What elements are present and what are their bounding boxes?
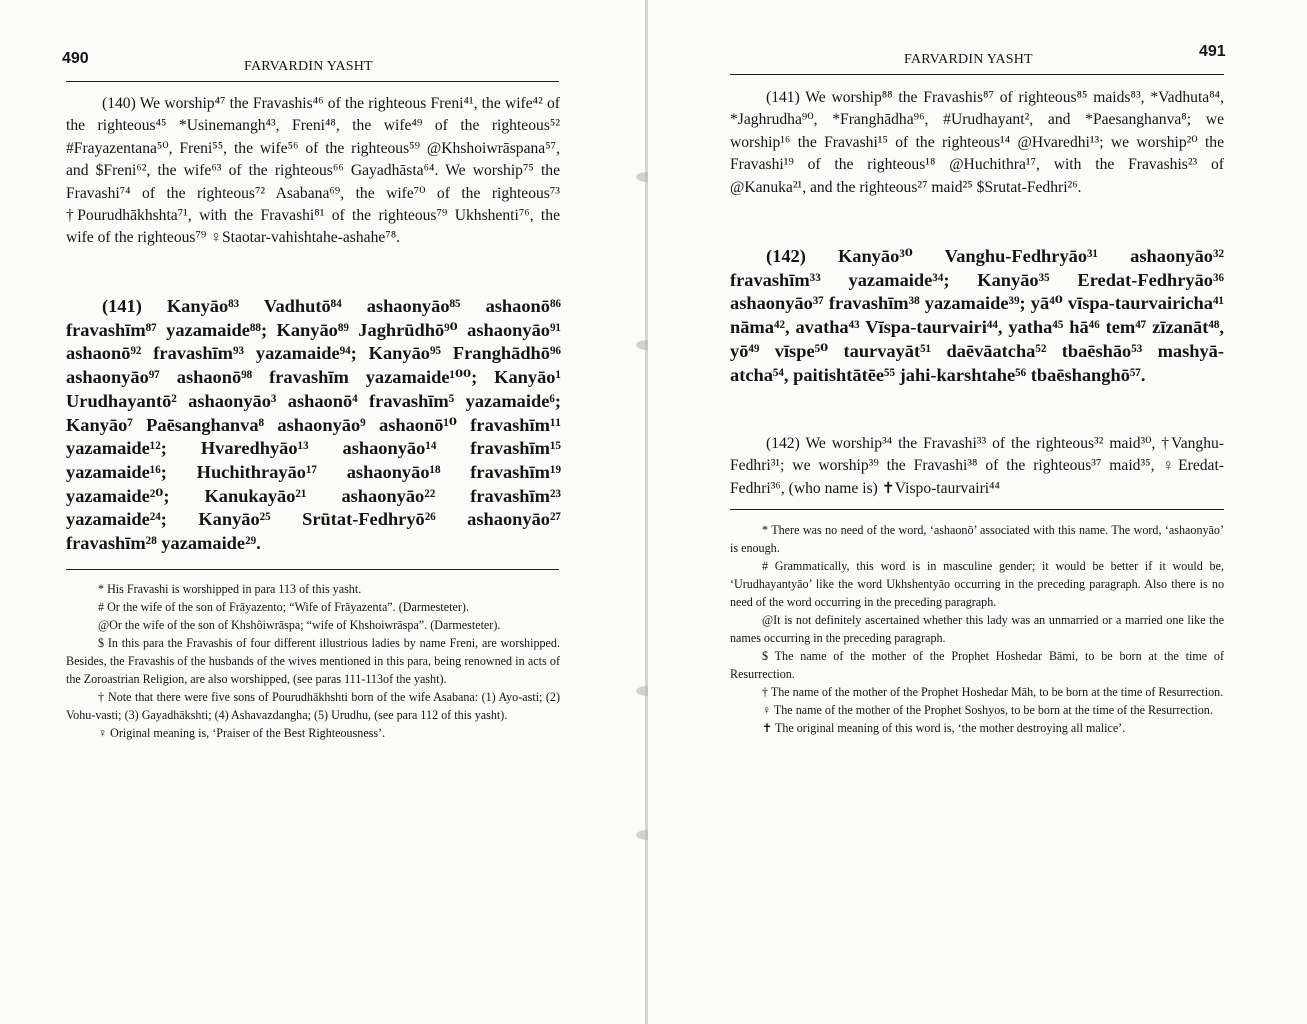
- running-head: FARVARDIN YASHT: [244, 59, 373, 74]
- footnote-rule: [730, 509, 1224, 510]
- footnote: ♀ Original meaning is, ‘Praiser of the Best Righteousness’.: [98, 726, 386, 740]
- footnote: † Note that there were five sons of Pourudhākhshti born of the wife Asabana: (1) Ayo-asti; (2) Vohu-vasti; (3) Gayadhākshti; (4) Ashavazdangha; (5) Urudhu, (see para 112 of this yasht).: [66, 690, 560, 722]
- footnote: @Or the wife of the son of Khshôiwrāspa; “wife of Khshoiwrāspa”. (Darmesteter).: [98, 618, 501, 632]
- footnote: $ In this para the Fravashis of four different illustrious ladies by name Freni, are worshipped. Besides, the Fravashis of the husbands of the wives mentioned in this para, being renowned in acts of the Zoroastrian Religion, are also worshipped, (see paras 111-113of the yasht).: [66, 636, 560, 686]
- paragraph-141-avestan: (141) Kanyāo⁸³ Vadhutō⁸⁴ ashaonyāo⁸⁵ ashaonō⁸⁶ fravashīm⁸⁷ yazamaide⁸⁸; Kanyāo⁸⁹ Jaghrūdhō⁹⁰ ashaonyāo⁹¹ ashaonō⁹² fravashīm⁹³ yazamaide⁹⁴; Kanyāo⁹⁵ Franghādhō⁹⁶ ashaonyāo⁹⁷ ashaonō⁹⁸ fravashīm yazamaide¹⁰⁰; Kanyāo¹ Urudhayantō² ashaonyāo³ ashaonō⁴ fravashīm⁵ yazamaide⁶; Kanyāo⁷ Paēsanghanva⁸ ashaonyāo⁹ ashaonō¹⁰ fravashīm¹¹ yazamaide¹²; Hvaredhyāo¹³ ashaonyāo¹⁴ fravashīm¹⁵ yazamaide¹⁶; Huchithrayāo¹⁷ ashaonyāo¹⁸ fravashīm¹⁹ yazamaide²⁰; Kanukayāo²¹ ashaonyāo²² fravashīm²³ yazamaide²⁴; Kanyāo²⁵ Srūtat-Fedhryō²⁶ ashaonyāo²⁷ fravashīm²⁸ yazamaide²⁹.: [66, 296, 561, 554]
- footnote: * His Fravashi is worshipped in para 113 of this yasht.: [98, 582, 362, 596]
- footnote: ♀ The name of the mother of the Prophet Soshyos, to be born at the time of the Resurrection.: [762, 703, 1213, 717]
- header-rule: [66, 81, 559, 82]
- header-rule: [730, 74, 1224, 75]
- paragraph-142-avestan: (142) Kanyāo³⁰ Vanghu-Fedhryāo³¹ ashaonyāo³² fravashīm³³ yazamaide³⁴; Kanyāo³⁵ Eredat-Fedhryāo³⁶ ashaonyāo³⁷ fravashīm³⁸ yazamaide³⁹; yā⁴⁰ vīspa-taurvairicha⁴¹ nāma⁴², avatha⁴³ Vīspa-taurvairi⁴⁴, yatha⁴⁵ hā⁴⁶ tem⁴⁷ zīzanāt⁴⁸, yō⁴⁹ vīspe⁵⁰ taurvayāt⁵¹ daēvāatcha⁵² tbaēshāo⁵³ mashyā-atcha⁵⁴, paitishtātēe⁵⁵ jahi-karshtahe⁵⁶ tbaēshanghō⁵⁷.: [730, 246, 1224, 385]
- running-head: FARVARDIN YASHT: [904, 52, 1033, 67]
- footnote-rule: [66, 569, 559, 570]
- footnote: $ The name of the mother of the Prophet Hoshedar Bāmi, to be born at the time of Resurrection.: [730, 649, 1224, 681]
- footnotes: [66, 580, 560, 742]
- footnote: @It is not definitely ascertained whether this lady was an unmarried or a married one like the names occurring in the preceding paragraph.: [730, 613, 1224, 645]
- left-page: [0, 0, 645, 1024]
- page-number: 491: [1199, 43, 1226, 60]
- footnote: # Grammatically, this word is in masculine gender; it would be better if it would be, ‘Urudhayantyāo’ like the word Ukhshentyāo occurring in the preceding paragraph. Also there is no need of the word occurring in the preceding paragraph.: [730, 559, 1224, 609]
- right-page: [648, 0, 1307, 1024]
- footnote: # Or the wife of the son of Frāyazento; “Wife of Frāyazenta”. (Darmesteter).: [98, 600, 469, 614]
- paragraph-141-translation: (141) We worship⁸⁸ the Fravashis⁸⁷ of righteous⁸⁵ maids⁸³, *Vadhuta⁸⁴, *Jaghrudha⁹⁰, *Franghādha⁹⁶, #Urudhayant², and *Paesanghanva⁸; we worship¹⁶ the Fravashi¹⁵ of the righteous¹⁴ @Hvaredhi¹³; we worship²⁰ the Fravashi¹⁹ of the righteous¹⁸ @Huchithra¹⁷, with the Fravashis²³ of @Kanuka²¹, and the righteous²⁷ maid²⁵ $Srutat-Fedhri²⁶.: [730, 89, 1224, 196]
- footnote: ✝ The original meaning of this word is, ‘the mother destroying all malice’.: [762, 721, 1126, 735]
- footnotes: [730, 521, 1224, 737]
- page-number: 490: [62, 50, 89, 67]
- paragraph-140-translation: (140) We worship⁴⁷ the Fravashis⁴⁶ of the righteous Freni⁴¹, the wife⁴² of the righteous⁴⁵ *Usinemangh⁴³, Freni⁴⁸, the wife⁴⁹ of the righteous⁵² #Frayazentana⁵⁰, Freni⁵⁵, the wife⁵⁶ of the righteous⁵⁹ @Khshoiwrāspana⁵⁷, and $Freni⁶², the wife⁶³ of the righteous⁶⁶ Gayadhāsta⁶⁴. We worship⁷⁵ the Fravashi⁷⁴ of the righteous⁷² Asabana⁶⁹, the wife⁷⁰ of the righteous⁷³ †Pourudhākhshta⁷¹, with the Fravashi⁸¹ of the righteous⁷⁹ Ukhshenti⁷⁶, the wife of the righteous⁷⁹ ♀Staotar-vahishtahe-ashahe⁷⁸.: [66, 95, 560, 247]
- footnote: † The name of the mother of the Prophet Hoshedar Māh, to be born at the time of Resurrection.: [762, 685, 1224, 699]
- paragraph-142-translation: (142) We worship³⁴ the Fravashi³³ of the righteous³² maid³⁰, †Vanghu-Fedhri³¹; we worship³⁹ the Fravashi³⁸ of the righteous³⁷ maid³⁵, ♀Eredat-Fedhri³⁶, (who name is) ✝Vispo-taurvairi⁴⁴: [730, 435, 1224, 497]
- footnote: * There was no need of the word, ‘ashaonō’ associated with this name. The word, ‘ashaonyāo’ is enough.: [730, 523, 1224, 555]
